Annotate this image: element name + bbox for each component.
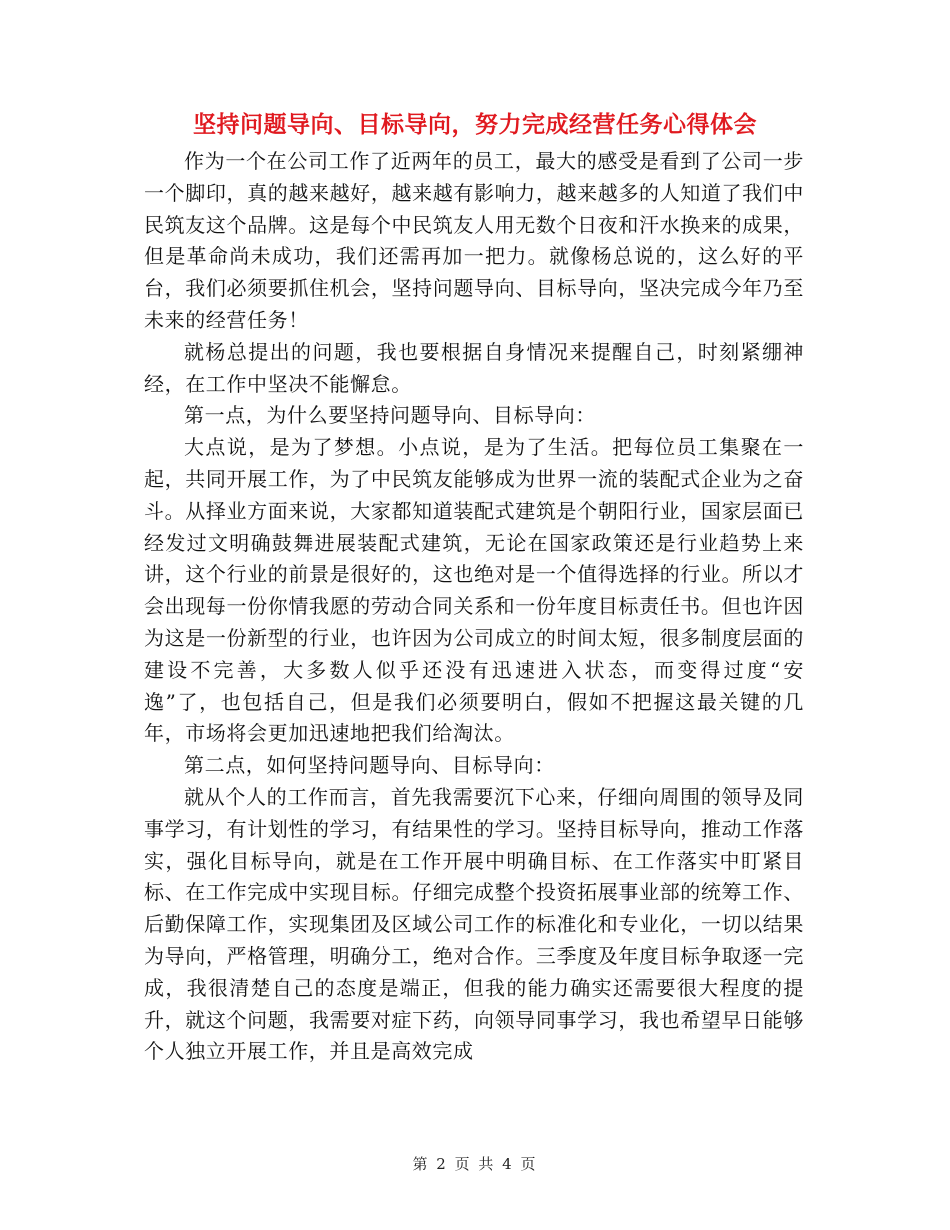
paragraph-intro: 作为一个在公司工作了近两年的员工，最大的感受是看到了公司一步一个脚印，真的越来越好，越来越有影响力，越来越多的人知道了我们中民筑友这个品牌。这是每个中民筑友人用无数个日夜和汗水换来的成果，但是革命尚未成功，我们还需再加一把力。就像杨总说的，这么好的平台，我们必须要抓住机会，坚持问题导向、目标导向，坚决完成今年乃至未来的经营任务！ xyxy=(144,149,804,332)
paragraph-point-two-body: 就从个人的工作而言，首先我需要沉下心来，仔细向周围的领导及同事学习，有计划性的学习，有结果性的学习。坚持目标导向，推动工作落实，强化目标导向，就是在工作开展中明确目标、在工作落实中盯紧目标、在工作完成中实现目标。仔细完成整个投资拓展事业部的统筹工作、后勤保障工作，实现集团及区域公司工作的标准化和专业化，一切以结果为导向，严格管理，明确分工，绝对合作。三季度及年度目标争取逐一完成，我很清楚自己的态度是端正，但我的能力确实还需要很大程度的提升，就这个问题，我需要对症下药，向领导同事学习，我也希望早日能够个人独立开展工作，并且是高效完成 xyxy=(144,784,804,1064)
paragraph-point-two-heading: 第二点，如何坚持问题导向、目标导向： xyxy=(184,753,555,778)
page-footer: 第 2 页 共 4 页 xyxy=(412,1155,538,1173)
paragraph-point-one-body: 大点说，是为了梦想。小点说，是为了生活。把每位员工集聚在一起，共同开展工作，为了中民筑友能够成为世界一流的装配式企业为之奋斗。从择业方面来说，大家都知道装配式建筑是个朝阳行业，国家层面已经发过文明确鼓舞进展装配式建筑，无论在国家政策还是行业趋势上来讲，这个行业的前景是很好的，这也绝对是一个值得选择的行业。所以才会出现每一份你情我愿的劳动合同关系和一份年度目标责任书。但也许因为这是一份新型的行业，也许因为公司成立的时间太短，很多制度层面的建设不完善，大多数人似乎还没有迅速进入状态，而变得过度“安逸”了，也包括自己，但是我们必须要明白，假如不把握这最关键的几年，市场将会更加迅速地把我们给淘汰。 xyxy=(144,435,804,746)
document-title: 坚持问题导向、目标导向，努力完成经营任务心得体会 xyxy=(193,111,757,138)
paragraph-reminder: 就杨总提出的问题，我也要根据自身情况来提醒自己，时刻紧绷神经，在工作中坚决不能懈怠。 xyxy=(144,339,804,396)
document-body xyxy=(144,146,804,1068)
paragraph-point-one-heading: 第一点，为什么要坚持问题导向、目标导向： xyxy=(184,403,596,428)
